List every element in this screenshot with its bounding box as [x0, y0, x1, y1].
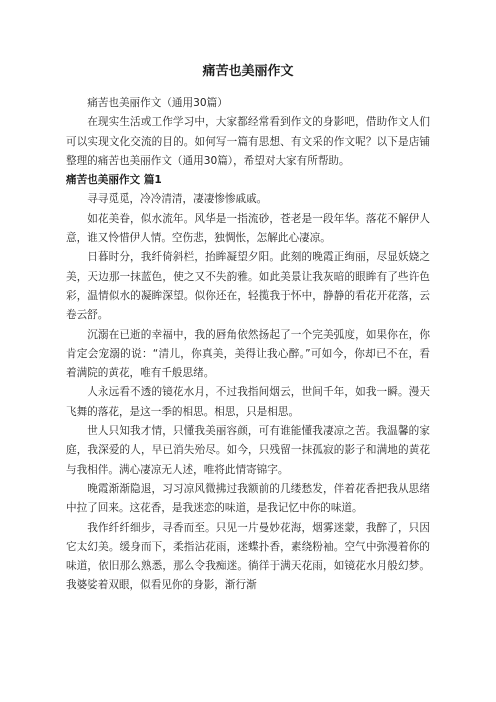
intro-paragraph: 在现实生活或工作学习中，大家都经常看到作文的身影吧，借助作文人们可以实现文化交流的目的。如何写一篇有思想、有文采的作文呢？以下是店铺整理的痛苦也美丽作文（通用30篇），希望对大家有所帮助。 — [66, 116, 430, 167]
body-paragraph-5: 人永远看不透的镜花水月，不过我指间烟云，世间千年，如我一瞬。漫天飞舞的落花，是这一季的相思。相思，只是相思。 — [66, 386, 430, 418]
intro-subtitle: 痛苦也美丽作文（通用30篇） — [87, 97, 228, 109]
body-paragraph-1: 寻寻觅觅，冷冷清清，凄凄惨惨戚戚。 — [87, 193, 268, 206]
body-paragraph-2: 如花美眷，似水流年。风华是一指流砂，苍老是一段年华。落花不解伊人意，谁又怜惜伊人情。空伤悲，独惆怅，怎解此心凄凉。 — [66, 212, 430, 245]
section-heading: 痛苦也美丽作文 篇1 — [66, 174, 162, 187]
body-paragraph-3: 日暮时分，我纤倚斜栏，抬眸凝望夕阳。此刻的晚霞正绚丽，尽显妖娆之美，天边那一抹蓝色，使之又不失韵雅。如此美景让我灰暗的眼眸有了些许色彩，温情似水的凝眸深望。似你还在，轻揽我于怀中，静静的看花开花落，云卷云舒。 — [66, 251, 430, 322]
body-paragraph-4: 沉溺在已逝的幸福中，我的唇角依然扬起了一个完美弧度，如果你在，你肯定会宠溺的说：“清儿，你真美，美得让我心醉。”可如今，你却已不在，看着满院的黄花，唯有千般思绪。 — [66, 328, 430, 380]
document-title: 痛苦也美丽作文 — [202, 64, 294, 79]
body-paragraph-7: 晚霞渐渐隐退，习习凉风微拂过我额前的几缕愁发，伴着花香把我从思绪中拉了回来。这花香，是我迷恋的味道，是我记忆中你的味道。 — [66, 482, 430, 515]
body-paragraph-8: 我作纤纤细步，寻香而至。只见一片曼妙花海，烟雾迷蒙，我醉了，只因它太幻美。缓身而下，柔指沾花雨，迷蝶扑香，素绕粉袖。空气中弥漫着你的味道，依旧那么熟悉，那么令我痴迷。徜徉于满天花雨，如镜花水月般幻梦。我婆娑着双眼，似看见你的身影，渐行渐 — [66, 521, 430, 592]
body-paragraph-6: 世人只知我才情，只懂我美丽容颜，可有谁能懂我凄凉之苦。我温馨的家庭，我深爱的人，早已消失殆尽。如今，只残留一抹孤寂的影子和满地的黄花与我相伴。满心凄凉无人述，唯将此情寄锦字。 — [66, 425, 430, 476]
